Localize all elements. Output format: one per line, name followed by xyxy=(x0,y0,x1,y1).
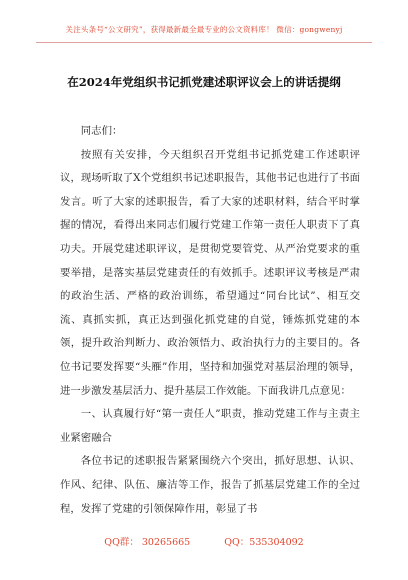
paragraph-intro: 按照有关安排，今天组织召开党组书记抓党建工作述职评议，现场听取了X个党组织书记述职报告，其他书记也进行了书面发言。听了大家的述职报告，看了大家的述职材料，结合平时掌握的情况，看得出来同志们履行党建工作第一责任人职责下了真功夫。开展党建述职评议，是贯彻党要管党、从严治党要求的重要举措，是落实基层党建责任的有效抓手。述职评议考核是严肃的政治生活、严格的政治训练，希望通过“同台比试”、相互交流、真抓实抓，真正达到强化抓党建的自觉，锤炼抓党建的本领，提升政治判断力、政治领悟力、政治执行力的主要目的。各位书记要发挥要“头雁”作用，坚持和加强党对基层治理的领导，进一步激发基层活力、提升基层工作效能。下面我讲几点意见： xyxy=(60,148,360,397)
salutation: 同志们： xyxy=(80,125,123,137)
footer-contact xyxy=(0,534,408,548)
document-title: 在2024年党组织书记抓党建述职评议会上的讲话提纲 xyxy=(67,75,341,89)
section-heading-1: 一、认真履行好“第一责任人”职责，推动党建工作与主责主业紧密融合 xyxy=(60,408,360,444)
document-body xyxy=(60,120,360,521)
paragraph-section-1: 各位书记的述职报告紧紧围绕六个突出，抓好思想、认识、作风、纪律、队伍、廉洁等工作，报告了抓基层党建工作的全过程，发挥了党建的引领保障作用，彰显了书 xyxy=(60,455,360,515)
header-divider xyxy=(36,42,372,43)
header-promo-text: 关注头条号“公文研究”，获得最新最全最专业的公文资料库！ 微信：gongwenyj xyxy=(65,25,343,34)
footer-qq-number: QQ：535304092 xyxy=(224,537,304,548)
footer-qq-group: QQ群： 30265665 xyxy=(104,537,191,548)
